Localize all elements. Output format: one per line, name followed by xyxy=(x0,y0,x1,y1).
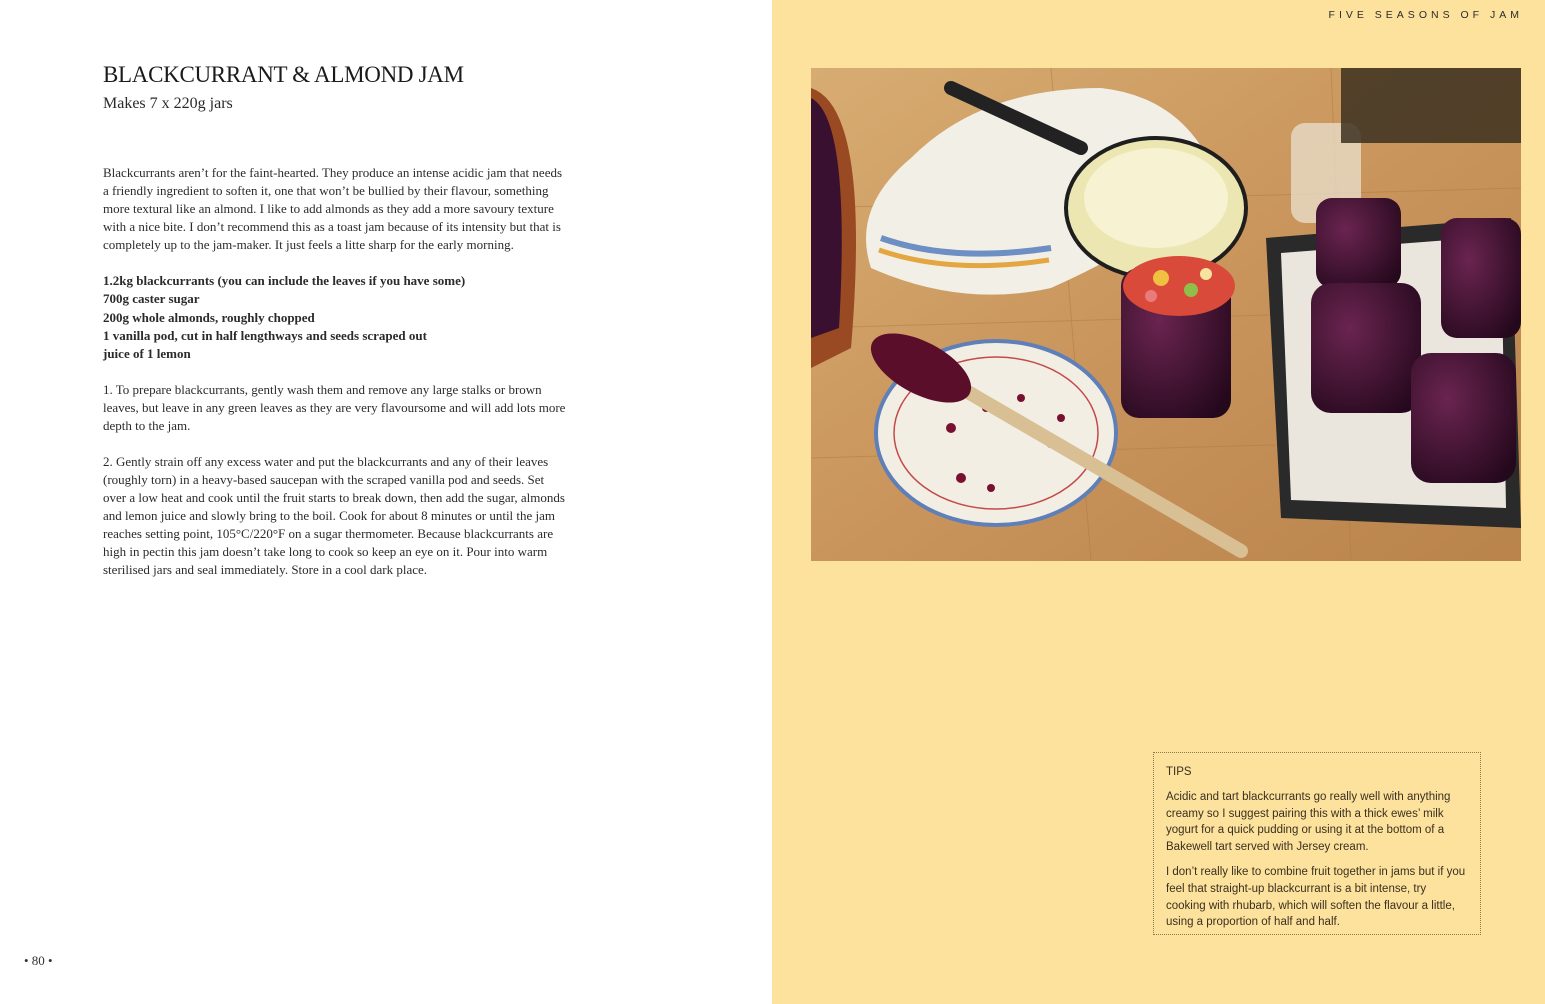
step-line: high in pectin this jam doesn’t take long to cook so keep an eye on it. Pour into warm xyxy=(103,544,548,559)
ingredient-item: juice of 1 lemon xyxy=(103,346,191,362)
step-line: (roughly torn) in a heavy-based saucepan with the scraped vanilla pod and seeds. Set xyxy=(103,472,545,487)
step-line: over a low heat and cook until the fruit starts to break down, then add the sugar, almonds xyxy=(103,490,565,505)
page-number: • 80 • xyxy=(24,953,53,968)
ingredient-item: 1 vanilla pod, cut in half lengthways and seeds scraped out xyxy=(103,327,427,343)
saucepan-inside xyxy=(1084,148,1228,248)
step-line: depth to the jam. xyxy=(103,418,191,433)
method-step-1 xyxy=(103,381,583,435)
intro-line: Blackcurrants aren’t for the faint-hearted. They produce an intense acidic jam that needs xyxy=(103,165,563,180)
intro-line: a friendly ingredient to soften it, one that won’t be bullied by their flavour, something xyxy=(103,183,549,198)
left-page xyxy=(0,0,772,1004)
intro-paragraph xyxy=(103,164,583,254)
step-line: and lemon juice and slowly bring to the boil. Cook for about 8 minutes or until the jam xyxy=(103,508,556,523)
ingredients-list xyxy=(103,272,583,363)
ingredient-item: 200g whole almonds, roughly chopped xyxy=(103,309,315,325)
jam-photo-illustration xyxy=(811,68,1521,561)
jam-photo xyxy=(811,68,1521,561)
step-line: reaches setting point, 105°C/220°F on a sugar thermometer. Because blackcurrants are xyxy=(103,526,554,541)
recipe-title: BLACKCURRANT & ALMOND JAM xyxy=(103,62,464,87)
step-line: 1. To prepare blackcurrants, gently wash them and remove any large stalks or brown xyxy=(103,382,542,397)
ingredient-item: 700g caster sugar xyxy=(103,291,200,307)
intro-line: more textural like an almond. I like to add almonds as they add a more savoury texture xyxy=(103,201,554,216)
ingredient-item: 1.2kg blackcurrants (you can include the leaves if you have some) xyxy=(103,273,466,288)
intro-line: completely up to the jam-maker. It just feels a litte sharp for the early morning. xyxy=(103,237,514,252)
step-line: leaves, but leave in any green leaves as they are very flavoursome and will add lots more xyxy=(103,400,566,415)
step-line: sterilised jars and seal immediately. Store in a cool dark place. xyxy=(103,562,428,577)
tips-paragraph-1: Acidic and tart blackcurrants go really well with anything creamy so I suggest pairing this with a thick ewes’ milk yogurt for a quick pudding or using it at the bottom of a Bakewell tart served with Jersey cream. xyxy=(1166,790,1451,854)
running-head: FIVE SEASONS OF JAM xyxy=(1328,9,1523,21)
tips-heading: TIPS xyxy=(1166,766,1192,778)
step-line: 2. Gently strain off any excess water and put the blackcurrants and any of their leaves xyxy=(103,454,549,469)
decorated-jar-lid xyxy=(1123,256,1235,316)
intro-line: with a nice bite. I don’t recommend this as a toast jam because of its intensity but that is xyxy=(103,219,561,234)
method-step-2 xyxy=(103,453,583,579)
pickle-jar xyxy=(1341,68,1521,143)
tips-paragraph-2: I don’t really like to combine fruit together in jams but if you feel that straight-up blackcurrant is a bit intense, try cooking with rhubarb, which will soften the flavour a little, using a proportion of half and half. xyxy=(1166,865,1466,929)
tips-box xyxy=(1153,752,1481,935)
recipe-yield: Makes 7 x 220g jars xyxy=(103,95,233,112)
